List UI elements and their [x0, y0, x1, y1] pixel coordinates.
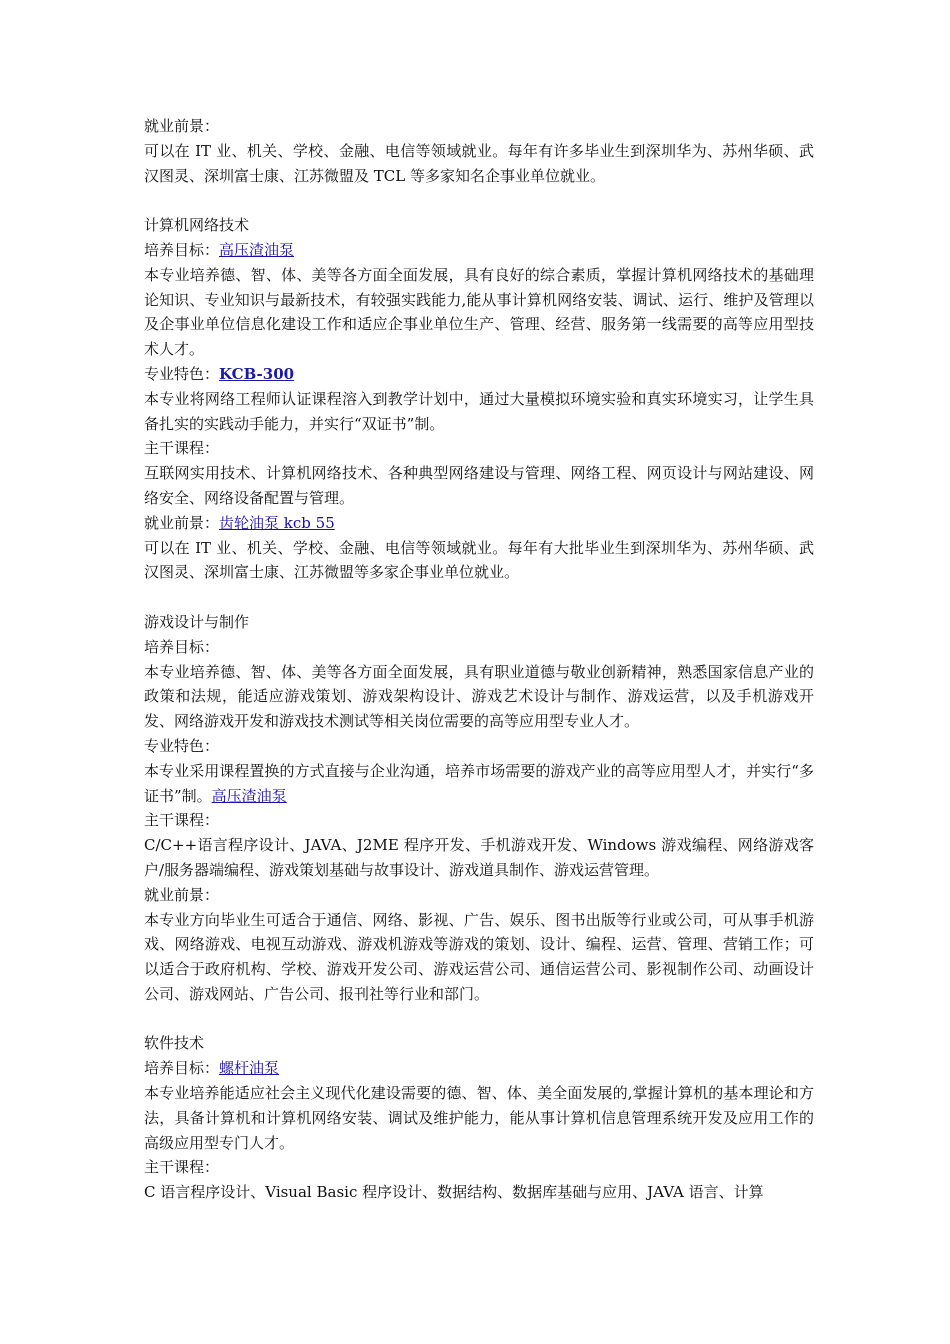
s3-course-label: 主干课程： [144, 811, 220, 830]
s4-course-label: 主干课程： [144, 1158, 220, 1177]
s4-course-text: C 语言程序设计、Visual Basic 程序设计、数据结构、数据库基础与应用、JAVA 语言、计算 [144, 1183, 764, 1202]
s3-feature-text: 本专业采用课程置换的方式直接与企业沟通，培养市场需要的游戏产业的高等应用型人才，并实行“多证书”制。 [144, 761, 814, 805]
s3-goal-label: 培养目标： [144, 637, 220, 656]
s2-prospect-line [144, 511, 814, 536]
s3-feature-link[interactable]: 高压渣油泵 [211, 786, 287, 805]
s3-title: 游戏设计与制作 [144, 612, 250, 631]
document-body [144, 114, 814, 1205]
s3-feature-text-block [144, 759, 814, 809]
s2-prospect-label: 就业前景： [144, 513, 220, 532]
s4-goal-link[interactable]: 螺杆油泵 [219, 1059, 280, 1078]
s1-prospect-text: 可以在 IT 业、机关、学校、金融、电信等领域就业。每年有许多毕业生到深圳华为、苏州华硕、武汉图灵、深圳富士康、江苏微盟及 TCL 等多家知名企事业单位就业。 [144, 141, 814, 185]
s2-feature-link[interactable]: KCB-300 [219, 364, 295, 383]
spacer [144, 1007, 814, 1032]
s4-goal-label: 培养目标： [144, 1059, 220, 1078]
s2-feature-line [144, 362, 814, 387]
s2-feature-label: 专业特色： [144, 364, 220, 383]
s3-feature-label: 专业特色： [144, 736, 220, 755]
s1-prospect-label: 就业前景： [144, 117, 220, 135]
s4-goal-line [144, 1056, 814, 1081]
s2-course-label: 主干课程： [144, 439, 220, 458]
s3-prospect-text: 本专业方向毕业生可适合于通信、网络、影视、广告、娱乐、图书出版等行业或公司，可从事手机游戏、网络游戏、电视互动游戏、游戏机游戏等游戏的策划、设计、编程、运营、管理、营销工作；可以适合于政府机构、学校、游戏开发公司、游戏运营公司、通信运营公司、影视制作公司、动画设计公司、游戏网站、广告公司、报刊社等行业和部门。 [144, 910, 814, 1003]
s2-feature-text: 本专业将网络工程师认证课程溶入到教学计划中，通过大量模拟环境实验和真实环境实习，让学生具备扎实的实践动手能力，并实行“双证书”制。 [144, 389, 814, 433]
s2-course-text: 互联网实用技术、计算机网络技术、各种典型网络建设与管理、网络工程、网页设计与网站建设、网络安全、网络设备配置与管理。 [144, 464, 814, 507]
s2-goal-text: 本专业培养德、智、体、美等各方面全面发展，具有良好的综合素质，掌握计算机网络技术的基础理论知识、专业知识与最新技术，有较强实践能力,能从事计算机网络安装、调试、运行、维护及管理以及企事业单位信息化建设工作和适应企事业单位生产、管理、经营、服务第一线需要的高等应用型技术人才。 [144, 265, 814, 359]
s3-prospect-label: 就业前景： [144, 885, 220, 904]
s3-goal-text: 本专业培养德、智、体、美等各方面全面发展，具有职业道德与敬业创新精神，熟悉国家信息产业的政策和法规，能适应游戏策划、游戏架构设计、游戏艺术设计与制作、游戏运营，以及手机游戏开发、网络游戏开发和游戏技术测试等相关岗位需要的高等应用型专业人才。 [144, 662, 814, 731]
s2-goal-link[interactable]: 高压渣油泵 [219, 240, 295, 259]
s3-course-text: C/C++语言程序设计、JAVA、J2ME 程序开发、手机游戏开发、Windows 游戏编程、网络游戏客户/服务器端编程、游戏策划基础与故事设计、游戏道具制作、游戏运营管理。 [144, 836, 814, 879]
s4-title: 软件技术 [144, 1034, 205, 1053]
s4-goal-text: 本专业培养能适应社会主义现代化建设需要的德、智、体、美全面发展的,掌握计算机的基本理论和方法，具备计算机和计算机网络安装、调试及维护能力，能从事计算机信息管理系统开发及应用工作的高级应用型专门人才。 [144, 1084, 814, 1152]
spacer [144, 188, 814, 213]
spacer [144, 585, 814, 610]
s2-goal-line [144, 238, 814, 263]
s2-prospect-link[interactable]: 齿轮油泵 kcb 55 [219, 513, 335, 532]
s2-prospect-text: 可以在 IT 业、机关、学校、金融、电信等领域就业。每年有大批毕业生到深圳华为、苏州华硕、武汉图灵、深圳富士康、江苏微盟等多家企事业单位就业。 [144, 538, 814, 582]
s2-goal-label: 培养目标： [144, 240, 220, 259]
s2-title: 计算机网络技术 [144, 216, 250, 235]
